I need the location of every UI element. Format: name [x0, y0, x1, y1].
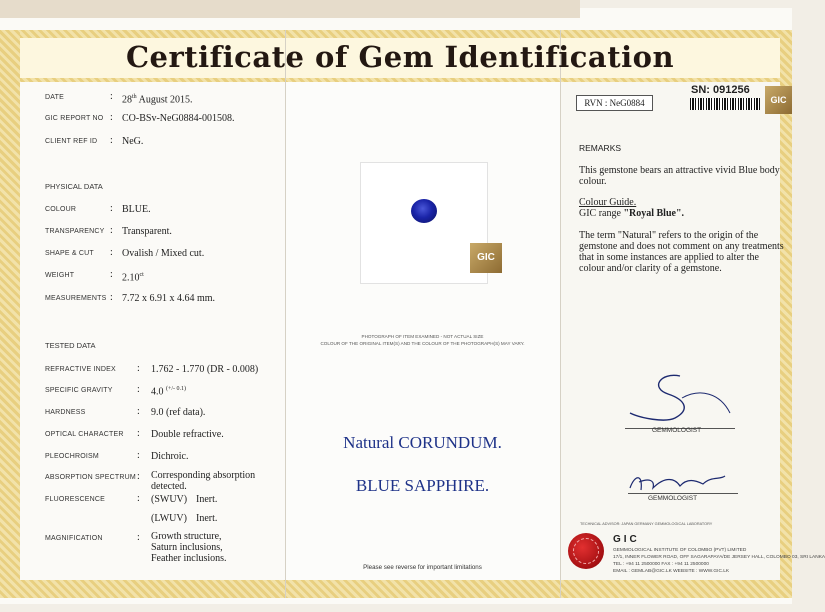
- lab-note: TECHNICAL ADVISOR: JAPAN GERMANY GEMMOLOGICAL LABORATORY: [580, 522, 713, 526]
- institute-name: GEMMOLOGICAL INSTITUTE OF COLOMBO (PVT) LIMITED: [613, 548, 747, 553]
- natural-note: The term "Natural" refers to the origin of the gemstone and does not comment on any treatments that in some instances are applied to alter the colour and/or clarity of a gemstone.: [579, 230, 784, 274]
- client-value: NeG.: [122, 136, 144, 147]
- absorption-label: ABSORPTION SPECTRUM: [45, 474, 136, 481]
- reverse-note: Please see reverse for important limitations: [363, 564, 482, 571]
- colon: :: [137, 532, 140, 543]
- date-value: 28th August 2015.: [122, 94, 193, 106]
- hardness-label: HARDNESS: [45, 409, 86, 416]
- lwuv-label: (LWUV): [151, 513, 187, 524]
- variety-text: BLUE SAPPHIRE.: [355, 476, 490, 495]
- gem-photograph: [360, 162, 488, 284]
- gold-border-left: [0, 30, 20, 598]
- lwuv-value: Inert.: [196, 513, 218, 524]
- swuv-label: (SWUV): [151, 494, 188, 505]
- transparency-label: TRANSPARENCY: [45, 228, 105, 235]
- remarks-body: This gemstone bears an attractive vivid Blue body colour.: [579, 165, 780, 187]
- weight-value: $2.10^{ct}$: [122, 272, 144, 284]
- gemmologist-label-2: GEMMOLOGIST: [648, 495, 698, 502]
- colon: :: [137, 471, 140, 482]
- colon: :: [137, 450, 140, 461]
- colon: :: [110, 135, 113, 146]
- institute-tel: TEL : +94 11 2500000 FAX : +94 11 2500000: [613, 562, 709, 567]
- fold-line-right: [560, 30, 561, 598]
- institute-short: GIC: [613, 534, 640, 545]
- colon: :: [137, 406, 140, 417]
- paper-edge: [0, 0, 580, 18]
- weight-label: WEIGHT: [45, 272, 75, 279]
- report-label: GIC REPORT NO: [45, 115, 104, 122]
- gemmologist-label-1: GEMMOLOGIST: [652, 427, 702, 434]
- ri-value: 1.762 - 1.770 (DR - 0.008): [151, 364, 259, 375]
- species-text: Natural CORUNDUM.: [343, 433, 502, 452]
- tested-heading: TESTED DATA: [45, 341, 96, 350]
- optical-label: OPTICAL CHARACTER: [45, 431, 124, 438]
- remarks-heading: REMARKS: [579, 143, 622, 153]
- colon: :: [137, 384, 140, 395]
- rvn-box: RVN : NeG0884: [576, 95, 653, 111]
- middle-panel: [285, 82, 560, 580]
- gold-border-bottom: [0, 580, 792, 598]
- colour-label: COLOUR: [45, 206, 77, 213]
- colon: :: [137, 493, 140, 504]
- colon: :: [137, 428, 140, 439]
- swuv-value: Inert.: [196, 494, 218, 505]
- colon: :: [110, 203, 113, 214]
- blue-sapphire-image: [411, 199, 437, 223]
- signature-line-2: [628, 493, 738, 494]
- hardness-value: 9.0 (ref data).: [151, 407, 206, 418]
- gic-logo-chip: GIC: [470, 243, 502, 273]
- report-value: CO-BSv-NeG0884-001508.: [122, 113, 235, 124]
- measurements-value: 7.72 x 6.91 x 4.64 mm.: [122, 293, 216, 304]
- colon: :: [110, 225, 113, 236]
- institute-email: EMAIL : GEMLAB@GIC.LK WEBSITE : WWW.GIC.LK: [613, 569, 730, 574]
- colour-guide: Colour Guide. GIC range "Royal Blue".: [579, 197, 684, 219]
- colon: :: [110, 91, 113, 102]
- signature-1: [620, 368, 750, 428]
- gold-border-right: [780, 30, 792, 598]
- seal-ring: [573, 538, 599, 564]
- physical-heading: PHYSICAL DATA: [45, 182, 103, 191]
- sg-value: 4.0 $^{(+/- 0.1)}$: [151, 386, 187, 398]
- fold-line-left: [285, 30, 286, 598]
- institute-address: 17/1, INNER FLOWER ROAD, OFF SAGARAPAYA/DE JERSEY HALL, COLOMBO 03, SRI LANKA: [613, 555, 825, 560]
- colour-value: BLUE.: [122, 204, 151, 215]
- colon: :: [110, 112, 113, 123]
- pleochroism-label: PLEOCHROISM: [45, 453, 99, 460]
- colon: :: [110, 292, 113, 303]
- serial-number: SN: 091256: [691, 84, 750, 96]
- fluorescence-label: FLUORESCENCE: [45, 496, 105, 503]
- barcode: [690, 98, 760, 110]
- ri-label: REFRACTIVE INDEX: [45, 366, 116, 373]
- right-panel: [560, 82, 780, 580]
- photo-note-2: COLOUR OF THE ORIGINAL ITEM(S) AND THE COLOUR OF THE PHOTOGRAPH(S) MAY VARY.: [320, 341, 525, 346]
- colon: :: [110, 269, 113, 280]
- photo-note-1: PHOTOGRAPH OF ITEM EXAMINED - NOT ACTUAL SIZE: [361, 334, 484, 339]
- date-label: DATE: [45, 94, 64, 101]
- client-label: CLIENT REF ID: [45, 138, 98, 145]
- shape-label: SHAPE & CUT: [45, 250, 94, 257]
- certificate-title: Certificate of Gem Identification: [125, 40, 675, 74]
- magnification-label: MAGNIFICATION: [45, 535, 103, 542]
- colon: :: [110, 247, 113, 258]
- transparency-value: Transparent.: [122, 226, 172, 237]
- colon: :: [137, 363, 140, 374]
- measurements-label: MEASUREMENTS: [45, 295, 107, 302]
- optical-value: Double refractive.: [151, 429, 224, 440]
- gic-logo-corner: GIC: [765, 86, 792, 114]
- absorption-value: Corresponding absorption detected.: [151, 470, 256, 492]
- pleochroism-value: Dichroic.: [151, 451, 189, 462]
- left-panel: [20, 82, 285, 580]
- shape-value: Ovalish / Mixed cut.: [122, 248, 205, 259]
- magnification-value: Growth structure, Saturn inclusions, Feather inclusions.: [151, 531, 227, 564]
- sg-label: SPECIFIC GRAVITY: [45, 387, 113, 394]
